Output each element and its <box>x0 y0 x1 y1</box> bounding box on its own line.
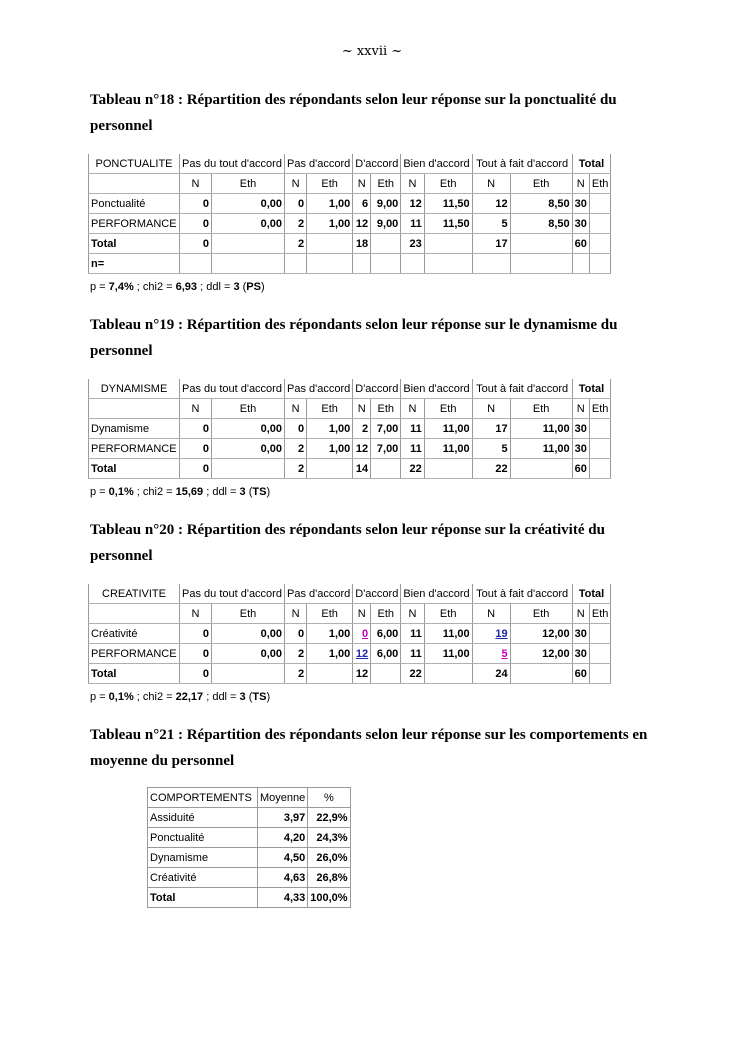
table-cell: 1,00 <box>307 194 353 214</box>
table-cell: 7,00 <box>371 439 401 459</box>
table-header-cell: Pas d'accord <box>285 584 353 604</box>
table-header-cell: N <box>285 604 307 624</box>
stat-sig: TS <box>252 486 267 498</box>
table-cell: 18 <box>353 234 371 254</box>
table-header-cell: N <box>180 174 212 194</box>
table-empty-cell <box>307 254 353 274</box>
table-cell: 9,00 <box>371 214 401 234</box>
table-cell: 30 <box>572 624 589 644</box>
table-header-cell: Eth <box>371 399 401 419</box>
table-header-cell: Total <box>572 154 611 174</box>
table-empty-cell <box>307 459 353 479</box>
table-cell: 2 <box>353 419 371 439</box>
table-21-cell: 3,97 <box>258 808 308 828</box>
table-cell: 0,00 <box>212 419 285 439</box>
stat-open: ( <box>245 691 253 703</box>
page-number: ~ xxvii ~ <box>341 44 403 59</box>
table-21-cell: Ponctualité <box>148 828 258 848</box>
table-subheader-row <box>89 399 611 419</box>
table-label-cell: CREATIVITE <box>89 584 180 604</box>
table-row-label: PERFORMANCE <box>89 439 180 459</box>
table-header-cell: Eth <box>424 604 472 624</box>
table-cell: 6 <box>353 194 371 214</box>
table-empty-cell <box>589 644 611 664</box>
table-header-cell: N <box>401 399 424 419</box>
table-cell: 30 <box>572 194 589 214</box>
table-header-cell: Pas d'accord <box>285 379 353 399</box>
table-cell: 30 <box>572 419 589 439</box>
table-empty-cell <box>589 664 611 684</box>
table-subheader-row <box>89 174 611 194</box>
table-empty-cell <box>371 254 401 274</box>
table-header-cell: Eth <box>424 174 472 194</box>
table-cell: 11,50 <box>424 194 472 214</box>
table-cell: 22 <box>401 664 424 684</box>
table-cell: 1,00 <box>307 214 353 234</box>
table-cell: 0,00 <box>212 644 285 664</box>
table-header-cell: N <box>353 604 371 624</box>
table-cell: 0 <box>180 194 212 214</box>
table-empty-cell <box>285 254 307 274</box>
table-header-cell: N <box>472 174 510 194</box>
table-header-cell: N <box>285 399 307 419</box>
stat-ddl: 3 <box>233 281 240 293</box>
table-18-title <box>90 87 670 139</box>
table-header-row <box>89 379 611 399</box>
stat-close: ) <box>260 281 265 293</box>
table-cell: 0 <box>180 439 212 459</box>
table-total-row <box>89 664 611 684</box>
table-header-cell: Eth <box>589 399 611 419</box>
table-cell: 14 <box>353 459 371 479</box>
table-21-cell: Assiduité <box>148 808 258 828</box>
table-cell: 11,00 <box>424 644 472 664</box>
stat-chi: 22,17 <box>175 691 204 703</box>
highlighted-value: 19 <box>495 627 508 640</box>
stat-chi: 6,93 <box>175 281 198 293</box>
table-cell: 2 <box>285 214 307 234</box>
table-label-cell: PONCTUALITE <box>89 154 180 174</box>
table-empty-cell <box>589 234 611 254</box>
table-header-cell: N <box>285 174 307 194</box>
table-cell: 11,00 <box>424 624 472 644</box>
table-21-header-row <box>148 788 351 808</box>
table-empty-cell <box>572 254 589 274</box>
table-cell: 11,00 <box>510 439 572 459</box>
table-header-cell: Pas d'accord <box>285 154 353 174</box>
table-cell: 5 <box>472 439 510 459</box>
table-cell: 22 <box>401 459 424 479</box>
table-header-cell: D'accord <box>353 584 401 604</box>
table-cell: 30 <box>572 644 589 664</box>
table-cell: 2 <box>285 664 307 684</box>
table-header-cell: Tout à fait d'accord <box>472 154 572 174</box>
table-19-title-line1: Tableau n°19 : Répartition des répondants selon leur réponse sur le dynamisme du <box>90 317 618 333</box>
table-cell: 11 <box>401 644 424 664</box>
table-cell: 0 <box>180 644 212 664</box>
table-cell: 12 <box>472 194 510 214</box>
table-header-cell: Eth <box>589 174 611 194</box>
highlighted-value: 0 <box>362 627 369 640</box>
table-21-cell: Créativité <box>148 868 258 888</box>
table-empty-cell <box>510 459 572 479</box>
table-header-cell: Eth <box>307 604 353 624</box>
table-20 <box>88 584 611 684</box>
table-cell: 24 <box>472 664 510 684</box>
stat-ddl: 3 <box>239 486 246 498</box>
table-21-cell: 26,8% <box>308 868 350 888</box>
table-21-cell: 4,20 <box>258 828 308 848</box>
table-cell: 22 <box>472 459 510 479</box>
table-cell: 1,00 <box>307 439 353 459</box>
table-cell: 12,00 <box>510 644 572 664</box>
stat-p: 7,4% <box>108 281 134 293</box>
table-header-cell: Eth <box>212 399 285 419</box>
table-21-cell: 4,33 <box>258 888 308 908</box>
table-empty-cell <box>371 234 401 254</box>
table-cell: 1,00 <box>307 644 353 664</box>
table-row-label: Dynamisme <box>89 419 180 439</box>
table-cell: 60 <box>572 234 589 254</box>
table-header-cell: Tout à fait d'accord <box>472 379 572 399</box>
table-20-title <box>90 517 670 569</box>
table-21-total-row <box>148 888 351 908</box>
table-cell: 6,00 <box>371 644 401 664</box>
highlighted-value: 12 <box>355 647 369 660</box>
table-19-title <box>90 312 670 364</box>
table-empty-cell <box>371 459 401 479</box>
table-empty-cell <box>353 254 371 274</box>
table-empty-cell <box>472 254 510 274</box>
table-header-cell: N <box>180 604 212 624</box>
table-n-row <box>89 254 611 274</box>
table-cell: 0,00 <box>212 624 285 644</box>
table-cell: 17 <box>472 419 510 439</box>
table-20-title-line2: personnel <box>90 548 153 564</box>
table-20-title-line1: Tableau n°20 : Répartition des répondants selon leur réponse sur la créativité du <box>90 522 605 538</box>
table-18-stats <box>90 281 265 293</box>
table-empty-cell <box>180 254 212 274</box>
table-header-cell: Eth <box>510 174 572 194</box>
table-header-cell: Tout à fait d'accord <box>472 584 572 604</box>
table-header-cell: N <box>572 399 589 419</box>
stat-ddl: 3 <box>239 691 246 703</box>
table-header-cell: N <box>401 604 424 624</box>
table-row-label: Ponctualité <box>89 194 180 214</box>
table-cell <box>472 624 510 644</box>
table-cell: 11 <box>401 214 424 234</box>
table-header-row <box>89 154 611 174</box>
table-empty-cell <box>212 234 285 254</box>
table-header-cell: Eth <box>510 604 572 624</box>
table-19-stats <box>90 486 270 498</box>
table-row <box>89 439 611 459</box>
table-row <box>89 644 611 664</box>
stat-ddl-prefix: ; ddl = <box>203 691 240 703</box>
table-empty-cell <box>424 664 472 684</box>
table-header-cell: Pas du tout d'accord <box>180 154 285 174</box>
table-cell: 0 <box>180 234 212 254</box>
table-cell: 7,00 <box>371 419 401 439</box>
stat-p-prefix: p = <box>90 281 109 293</box>
stat-open: ( <box>245 486 253 498</box>
table-header-cell: N <box>472 399 510 419</box>
table-empty-cell <box>89 174 180 194</box>
table-cell: 12 <box>353 439 371 459</box>
table-header-cell: Eth <box>307 174 353 194</box>
stat-p-prefix: p = <box>90 691 109 703</box>
stat-chi-prefix: ; chi2 = <box>133 281 176 293</box>
table-row <box>89 624 611 644</box>
table-cell <box>353 644 371 664</box>
table-empty-cell <box>589 419 611 439</box>
table-21-row <box>148 848 351 868</box>
table-empty-cell <box>371 664 401 684</box>
table-cell: 0 <box>180 459 212 479</box>
table-20-stats <box>90 691 270 703</box>
table-row-label: PERFORMANCE <box>89 214 180 234</box>
table-row-label: Créativité <box>89 624 180 644</box>
table-empty-cell <box>510 234 572 254</box>
table-empty-cell <box>212 459 285 479</box>
table-cell: 1,00 <box>307 624 353 644</box>
table-header-cell: N <box>572 174 589 194</box>
table-cell: 11 <box>401 419 424 439</box>
table-cell: 23 <box>401 234 424 254</box>
table-cell: 0 <box>180 419 212 439</box>
table-cell: 11 <box>401 439 424 459</box>
stat-close: ) <box>266 486 271 498</box>
table-18-title-line2: personnel <box>90 118 153 134</box>
table-empty-cell <box>401 254 424 274</box>
stat-p: 0,1% <box>108 691 134 703</box>
table-empty-cell <box>212 664 285 684</box>
table-19 <box>88 379 611 479</box>
table-cell: 0 <box>285 419 307 439</box>
stat-chi-prefix: ; chi2 = <box>133 691 176 703</box>
table-21-cell: 24,3% <box>308 828 350 848</box>
table-cell: 0,00 <box>212 194 285 214</box>
table-empty-cell <box>589 459 611 479</box>
table-21-row <box>148 828 351 848</box>
table-cell: 11,00 <box>424 419 472 439</box>
table-cell: 60 <box>572 664 589 684</box>
table-header-cell: D'accord <box>353 154 401 174</box>
table-cell: 2 <box>285 459 307 479</box>
table-empty-cell <box>510 664 572 684</box>
table-row-label: Total <box>89 664 180 684</box>
table-cell: 30 <box>572 214 589 234</box>
table-cell: 0 <box>180 624 212 644</box>
table-empty-cell <box>424 459 472 479</box>
table-header-cell: Eth <box>212 604 285 624</box>
table-row-label: Total <box>89 459 180 479</box>
table-header-cell: Total <box>572 584 611 604</box>
table-header-cell: N <box>353 399 371 419</box>
table-21-header-cell: Moyenne <box>258 788 308 808</box>
table-cell: 8,50 <box>510 194 572 214</box>
table-19-title-line2: personnel <box>90 343 153 359</box>
table-header-cell: Eth <box>212 174 285 194</box>
table-cell: 30 <box>572 439 589 459</box>
table-header-cell: Pas du tout d'accord <box>180 584 285 604</box>
stat-sig: PS <box>246 281 261 293</box>
stat-ddl-prefix: ; ddl = <box>197 281 234 293</box>
stat-sig: TS <box>252 691 267 703</box>
table-cell: 5 <box>472 214 510 234</box>
table-cell: 11,00 <box>424 439 472 459</box>
table-header-cell: Eth <box>371 604 401 624</box>
table-cell: 2 <box>285 439 307 459</box>
table-cell: 0 <box>285 194 307 214</box>
table-label-cell: DYNAMISME <box>89 379 180 399</box>
table-header-cell: Eth <box>307 399 353 419</box>
table-header-cell: N <box>472 604 510 624</box>
stat-chi: 15,69 <box>175 486 204 498</box>
table-cell: 17 <box>472 234 510 254</box>
table-header-cell: Eth <box>510 399 572 419</box>
table-empty-cell <box>424 234 472 254</box>
table-cell: 12 <box>353 214 371 234</box>
table-header-cell: Bien d'accord <box>401 584 472 604</box>
table-21-row <box>148 868 351 888</box>
table-header-cell: D'accord <box>353 379 401 399</box>
table-empty-cell <box>589 254 611 274</box>
table-header-cell: N <box>401 174 424 194</box>
table-21-cell: 100,0% <box>308 888 350 908</box>
table-row-label: PERFORMANCE <box>89 644 180 664</box>
table-empty-cell <box>589 439 611 459</box>
stat-open: ( <box>239 281 247 293</box>
table-header-cell: Eth <box>371 174 401 194</box>
table-row-label: Total <box>89 234 180 254</box>
table-21-header-cell: % <box>308 788 350 808</box>
table-row-label: n= <box>89 254 180 274</box>
table-header-cell: Eth <box>589 604 611 624</box>
table-21-cell: 4,50 <box>258 848 308 868</box>
table-header-cell: N <box>572 604 589 624</box>
table-empty-cell <box>510 254 572 274</box>
table-cell: 11 <box>401 624 424 644</box>
table-21-title-line1: Tableau n°21 : Répartition des répondants selon leur réponse sur les comportements en <box>90 727 648 743</box>
table-empty-cell <box>307 234 353 254</box>
table-header-cell: Bien d'accord <box>401 154 472 174</box>
table-cell: 12 <box>401 194 424 214</box>
stat-chi-prefix: ; chi2 = <box>133 486 176 498</box>
table-21-cell: 4,63 <box>258 868 308 888</box>
table-18-title-line1: Tableau n°18 : Répartition des répondants selon leur réponse sur la ponctualité du <box>90 92 617 108</box>
table-row <box>89 419 611 439</box>
table-cell: 1,00 <box>307 419 353 439</box>
table-cell <box>472 644 510 664</box>
table-cell: 8,50 <box>510 214 572 234</box>
table-cell: 9,00 <box>371 194 401 214</box>
table-21-header-cell: COMPORTEMENTS <box>148 788 258 808</box>
table-empty-cell <box>589 624 611 644</box>
table-cell: 2 <box>285 234 307 254</box>
table-header-row <box>89 584 611 604</box>
table-total-row <box>89 234 611 254</box>
table-empty-cell <box>589 194 611 214</box>
stat-close: ) <box>266 691 271 703</box>
table-subheader-row <box>89 604 611 624</box>
table-21-cell: Total <box>148 888 258 908</box>
table-header-cell: Bien d'accord <box>401 379 472 399</box>
table-cell: 0,00 <box>212 439 285 459</box>
table-empty-cell <box>212 254 285 274</box>
table-cell: 60 <box>572 459 589 479</box>
table-header-cell: Pas du tout d'accord <box>180 379 285 399</box>
table-18 <box>88 154 611 274</box>
table-21 <box>147 787 351 908</box>
table-cell: 0 <box>285 624 307 644</box>
table-cell: 0 <box>180 664 212 684</box>
table-header-cell: Total <box>572 379 611 399</box>
table-21-row <box>148 808 351 828</box>
highlighted-value: 5 <box>501 647 508 660</box>
table-cell: 2 <box>285 644 307 664</box>
table-21-cell: Dynamisme <box>148 848 258 868</box>
table-empty-cell <box>589 214 611 234</box>
table-row <box>89 214 611 234</box>
table-cell: 0,00 <box>212 214 285 234</box>
table-21-cell: 26,0% <box>308 848 350 868</box>
table-cell: 11,50 <box>424 214 472 234</box>
table-row <box>89 194 611 214</box>
stat-p: 0,1% <box>108 486 134 498</box>
table-header-cell: N <box>353 174 371 194</box>
stat-p-prefix: p = <box>90 486 109 498</box>
table-empty-cell <box>424 254 472 274</box>
table-cell: 12 <box>353 664 371 684</box>
table-total-row <box>89 459 611 479</box>
table-empty-cell <box>89 399 180 419</box>
table-21-title <box>90 722 690 774</box>
table-cell: 12,00 <box>510 624 572 644</box>
table-empty-cell <box>89 604 180 624</box>
table-empty-cell <box>307 664 353 684</box>
table-header-cell: Eth <box>424 399 472 419</box>
table-cell: 0 <box>180 214 212 234</box>
table-cell: 11,00 <box>510 419 572 439</box>
table-21-cell: 22,9% <box>308 808 350 828</box>
table-cell: 6,00 <box>371 624 401 644</box>
table-cell <box>353 624 371 644</box>
stat-ddl-prefix: ; ddl = <box>203 486 240 498</box>
table-21-title-line2: moyenne du personnel <box>90 753 235 769</box>
table-header-cell: N <box>180 399 212 419</box>
